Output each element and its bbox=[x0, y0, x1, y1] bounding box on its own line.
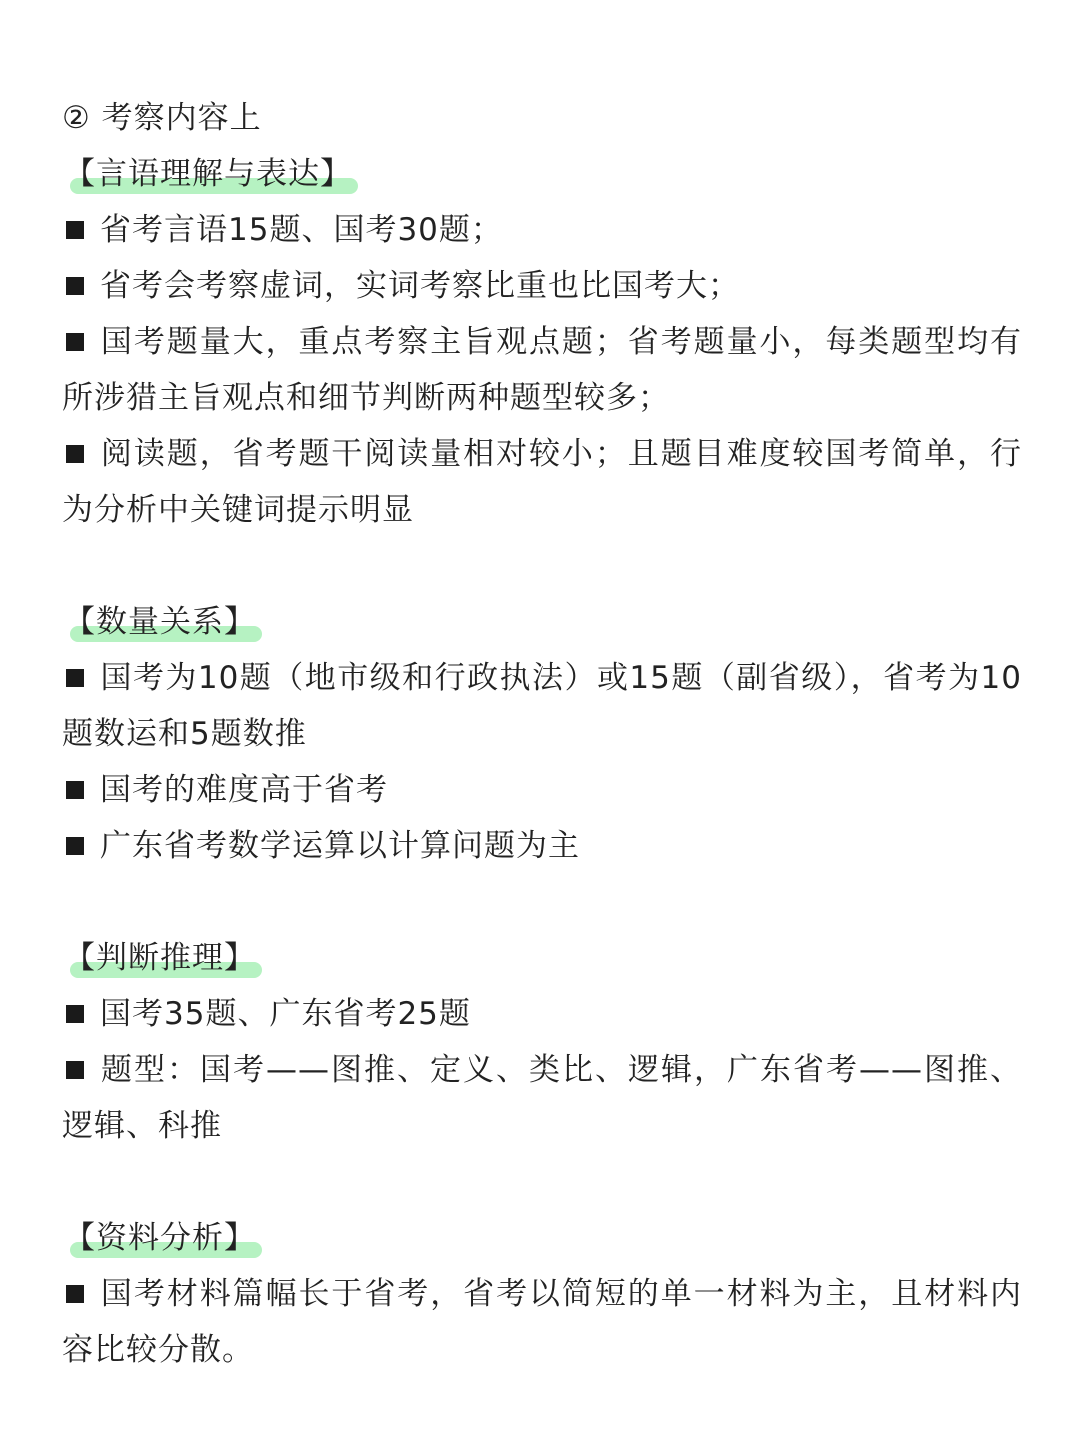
section-heading-row bbox=[62, 146, 1022, 202]
bullet-item: 国考35题、广东省考25题 bbox=[62, 986, 1022, 1042]
square-bullet-icon bbox=[66, 669, 84, 687]
square-bullet-icon bbox=[66, 277, 84, 295]
square-bullet-icon bbox=[66, 1061, 84, 1079]
section-heading-reasoning: 【判断推理】 bbox=[62, 930, 256, 986]
bullet-item: 省考言语15题、国考30题； bbox=[62, 202, 1022, 258]
bullet-item: 国考的难度高于省考 bbox=[62, 762, 1022, 818]
bullet-item: 国考材料篇幅长于省考，省考以简短的单一材料为主，且材料内容比较分散。 bbox=[62, 1276, 1022, 1368]
square-bullet-icon bbox=[66, 445, 84, 463]
square-bullet-icon bbox=[66, 1005, 84, 1023]
square-bullet-icon bbox=[66, 837, 84, 855]
bullet-item: 省考会考察虚词，实词考察比重也比国考大； bbox=[62, 258, 1022, 314]
section-heading-verbal: 【言语理解与表达】 bbox=[62, 146, 352, 202]
square-bullet-icon bbox=[66, 781, 84, 799]
section-heading-row bbox=[62, 930, 1022, 986]
section-heading-row bbox=[62, 1210, 1022, 1266]
section-gap bbox=[62, 1154, 1022, 1210]
bullet-item: 国考为10题（地市级和行政执法）或15题（副省级），省考为10题数运和5题数推 bbox=[62, 660, 1022, 752]
bullet-item: 阅读题，省考题干阅读量相对较小；且题目难度较国考简单，行为分析中关键词提示明显 bbox=[62, 436, 1022, 528]
intro-line: ② 考察内容上 bbox=[62, 100, 262, 136]
section-heading-data-analysis: 【资料分析】 bbox=[62, 1210, 256, 1266]
section-gap bbox=[62, 538, 1022, 594]
section-heading-row bbox=[62, 594, 1022, 650]
section-heading-quantity: 【数量关系】 bbox=[62, 594, 256, 650]
bullet-item: 题型：国考——图推、定义、类比、逻辑，广东省考——图推、逻辑、科推 bbox=[62, 1052, 1022, 1144]
square-bullet-icon bbox=[66, 1285, 84, 1303]
document-body bbox=[62, 90, 1022, 1378]
square-bullet-icon bbox=[66, 221, 84, 239]
section-gap bbox=[62, 874, 1022, 930]
square-bullet-icon bbox=[66, 333, 84, 351]
bullet-item: 广东省考数学运算以计算问题为主 bbox=[62, 818, 1022, 874]
bullet-item: 国考题量大，重点考察主旨观点题；省考题量小，每类题型均有所涉猎主旨观点和细节判断两种题型较多； bbox=[62, 324, 1022, 416]
